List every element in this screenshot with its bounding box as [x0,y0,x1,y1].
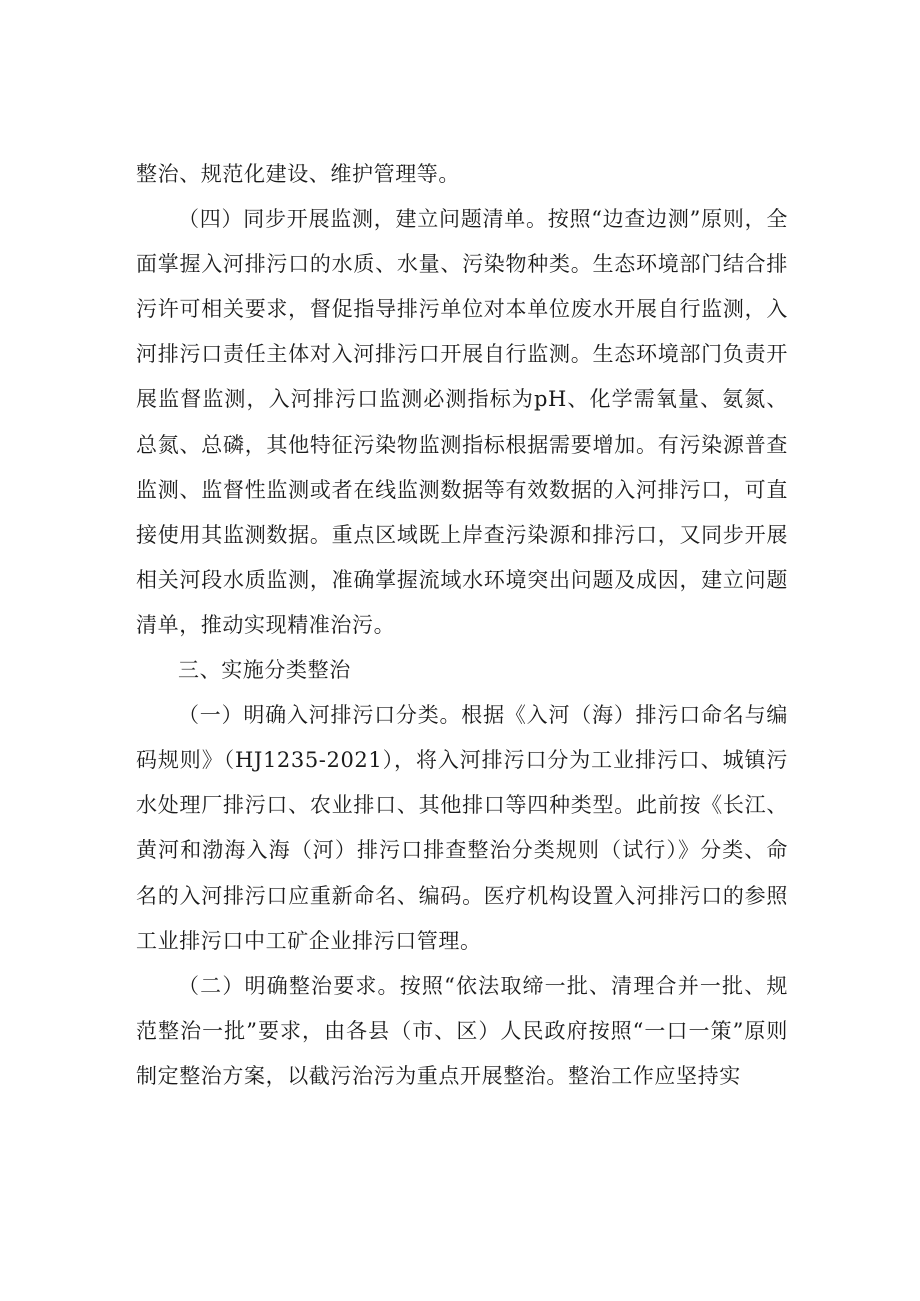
paragraph-continuation: 整治、规范化建设、维护管理等。 [136,162,460,186]
paragraph-section-3-2: （二）明确整治要求。按照“依法取缔一批、清理合并一批、规范整治一批”要求，由各县（市、区）人民政府按照“一口一策”原则制定整治方案，以截污治污为重点开展整治。整治工作应坚持实 [136,973,788,1088]
document-body [136,152,788,1099]
paragraph-section-3-1: （一）明确入河排污口分类。根据《入河（海）排污口命名与编码规则》（HJ1235-2021），将入河排污口分为工业排污口、城镇污水处理厂排污口、农业排口、其他排口等四种类型。此前按《长江、黄河和渤海入海（河）排污口排查整治分类规则（试行）》分类、命名的入河排污口应重新命名、编码。医疗机构设置入河排污口的参照工业排污口中工矿企业排污口管理。 [136,703,788,953]
paragraph-section-2-4: （四）同步开展监测，建立问题清单。按照“边查边测”原则，全面掌握入河排污口的水质、水量、污染物种类。生态环境部门结合排污许可相关要求，督促指导排污单位对本单位废水开展自行监测，入河排污口责任主体对入河排污口开展自行监测。生态环境部门负责开展监督监测，入河排污口监测必测指标为pH、化学需氧量、氨氮、总氮、总磷，其他特征污染物监测指标根据需要增加。有污染源普查监测、监督性监测或者在线监测数据等有效数据的入河排污口，可直接使用其监测数据。重点区域既上岸查污染源和排污口，又同步开展相关河段水质监测，准确掌握流域水环境突出问题及成因，建立问题清单，推动实现精准治污。 [136,207,788,637]
section-heading-3: 三、实施分类整治 [178,658,351,683]
